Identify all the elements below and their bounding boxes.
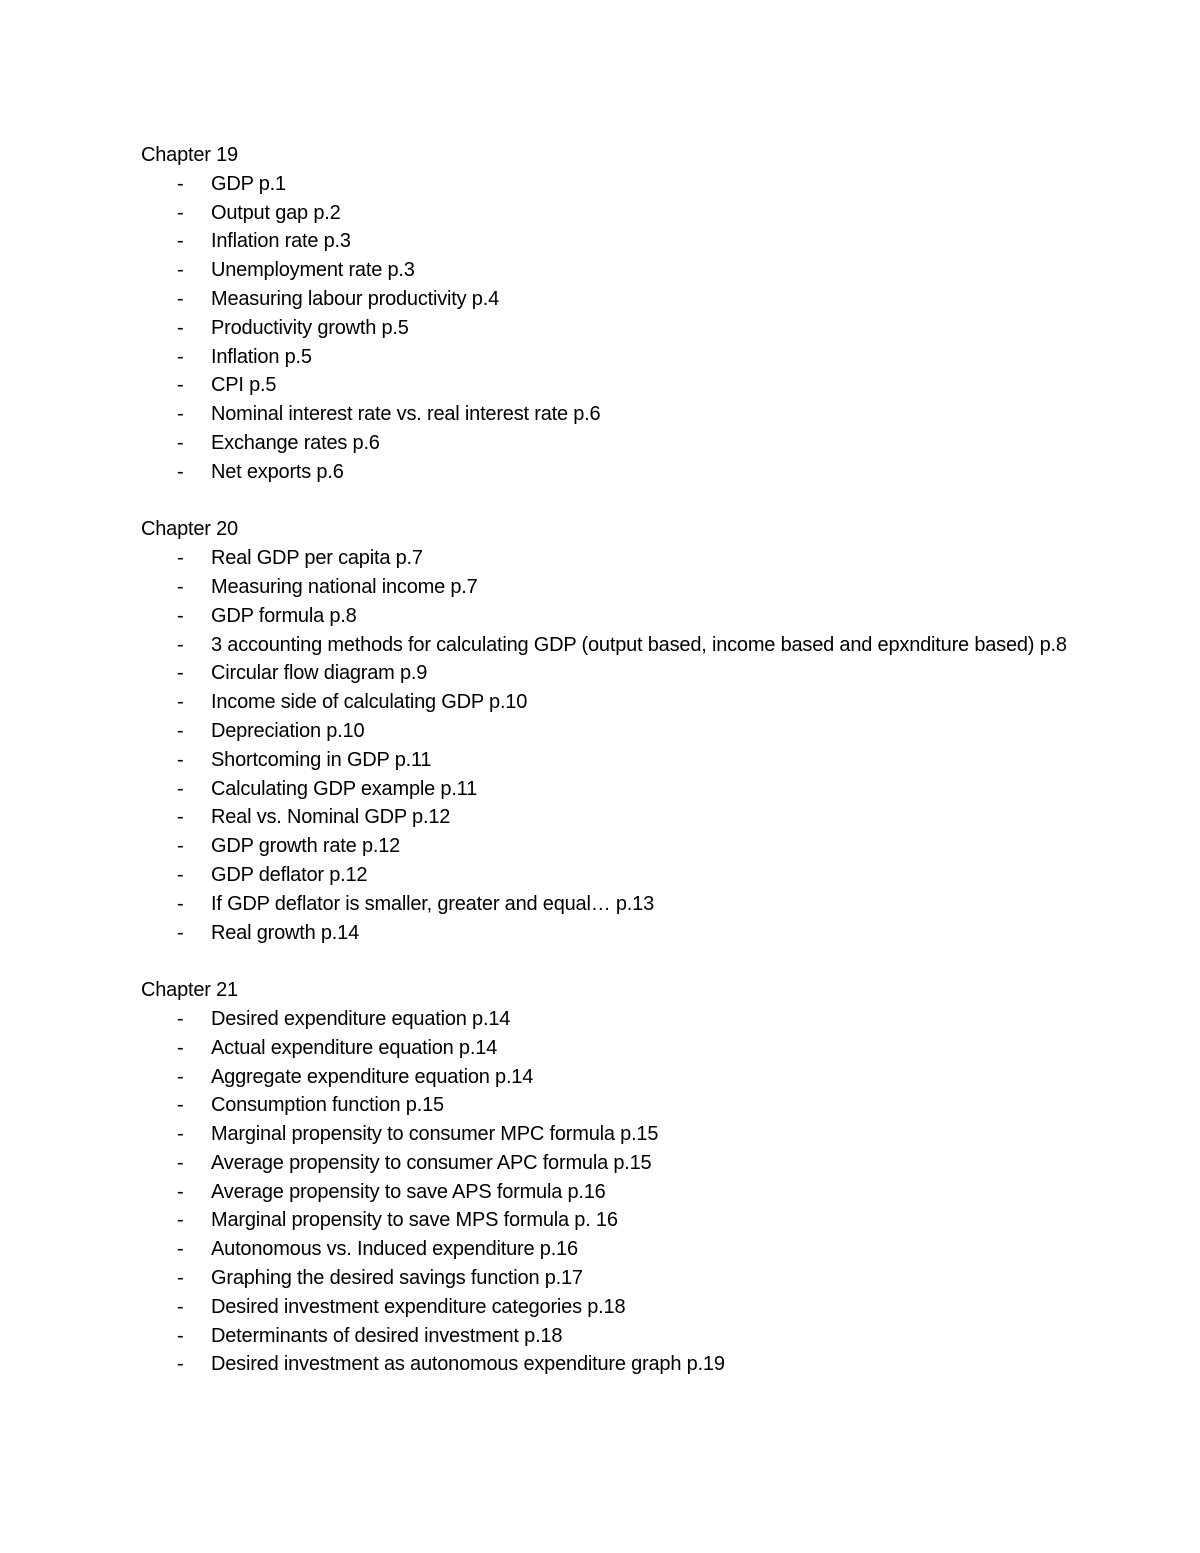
list-item [141, 314, 1081, 343]
list-item-text: Calculating GDP example p.11 [211, 777, 478, 800]
bullet-dash: - [177, 316, 184, 339]
bullet-dash: - [177, 1238, 184, 1261]
list-item [141, 1149, 1081, 1178]
topic-list [141, 544, 1081, 947]
list-item [141, 717, 1081, 746]
list-item [141, 1120, 1081, 1149]
list-item-text: Productivity growth p.5 [211, 316, 409, 339]
bullet-dash: - [177, 287, 184, 310]
list-item [141, 746, 1081, 775]
list-item [141, 371, 1081, 400]
bullet-dash: - [177, 1151, 184, 1174]
list-item [141, 1005, 1081, 1034]
list-item [141, 832, 1081, 861]
list-item-text: Inflation rate p.3 [211, 230, 351, 253]
list-item [141, 890, 1081, 919]
list-item-text: Real GDP per capita p.7 [211, 547, 423, 570]
list-item-text: Average propensity to save APS formula p.16 [211, 1180, 606, 1203]
list-item [141, 285, 1081, 314]
chapter-19-section [141, 141, 1081, 487]
list-item [141, 919, 1081, 948]
chapter-21-section [141, 976, 1081, 1379]
list-item-text: Determinants of desired investment p.18 [211, 1324, 563, 1347]
list-item [141, 803, 1081, 832]
bullet-dash: - [177, 863, 184, 886]
list-item [141, 688, 1081, 717]
list-item [141, 602, 1081, 631]
bullet-dash: - [177, 575, 184, 598]
bullet-dash: - [177, 1036, 184, 1059]
list-item [141, 1178, 1081, 1207]
list-item-text: Income side of calculating GDP p.10 [211, 691, 528, 714]
list-item-text: Output gap p.2 [211, 201, 341, 224]
list-item-text: Graphing the desired savings function p.17 [211, 1267, 583, 1290]
list-item [141, 170, 1081, 199]
bullet-dash: - [177, 719, 184, 742]
list-item-text: GDP formula p.8 [211, 604, 357, 627]
bullet-dash: - [177, 460, 184, 483]
list-item [141, 659, 1081, 688]
list-item-text: Aggregate expenditure equation p.14 [211, 1065, 534, 1088]
list-item-text: Real growth p.14 [211, 921, 360, 944]
list-item-text: Shortcoming in GDP p.11 [211, 748, 432, 771]
bullet-dash: - [177, 835, 184, 858]
list-item [141, 573, 1081, 602]
list-item [141, 1350, 1081, 1379]
list-item [141, 1091, 1081, 1120]
list-item-text: Measuring labour productivity p.4 [211, 287, 499, 310]
bullet-dash: - [177, 662, 184, 685]
bullet-dash: - [177, 1007, 184, 1030]
list-item-text: Exchange rates p.6 [211, 431, 380, 454]
list-item [141, 1264, 1081, 1293]
topic-list [141, 1005, 1081, 1379]
bullet-dash: - [177, 892, 184, 915]
bullet-dash: - [177, 691, 184, 714]
bullet-dash: - [177, 547, 184, 570]
bullet-dash: - [177, 777, 184, 800]
list-item [141, 631, 1081, 660]
list-item-text: Circular flow diagram p.9 [211, 662, 428, 685]
list-item-text: Marginal propensity to consumer MPC formula p.15 [211, 1123, 659, 1146]
list-item-text: Nominal interest rate vs. real interest rate p.6 [211, 403, 601, 426]
list-item-text: Net exports p.6 [211, 460, 344, 483]
list-item [141, 458, 1081, 487]
bullet-dash: - [177, 604, 184, 627]
chapter-title: Chapter 20 [141, 518, 238, 541]
list-item [141, 544, 1081, 573]
list-item [141, 861, 1081, 890]
chapter-title: Chapter 21 [141, 979, 238, 1002]
list-item-text: Consumption function p.15 [211, 1094, 444, 1117]
bullet-dash: - [177, 345, 184, 368]
list-item-text: Inflation p.5 [211, 345, 312, 368]
list-item-text: Desired investment expenditure categories p.18 [211, 1295, 626, 1318]
list-item-text: Marginal propensity to save MPS formula p. 16 [211, 1209, 618, 1232]
bullet-dash: - [177, 1180, 184, 1203]
list-item [141, 199, 1081, 228]
list-item [141, 1322, 1081, 1351]
list-item-text: Autonomous vs. Induced expenditure p.16 [211, 1238, 578, 1261]
bullet-dash: - [177, 1094, 184, 1117]
bullet-dash: - [177, 230, 184, 253]
bullet-dash: - [177, 259, 184, 282]
list-item [141, 1034, 1081, 1063]
bullet-dash: - [177, 633, 184, 656]
chapter-20-section [141, 515, 1081, 947]
list-item-text: 3 accounting methods for calculating GDP (output based, income based and epxnditure based) p.8 [211, 633, 1067, 656]
list-item-text: Average propensity to consumer APC formula p.15 [211, 1151, 652, 1174]
list-item [141, 256, 1081, 285]
bullet-dash: - [177, 201, 184, 224]
list-item-text: Unemployment rate p.3 [211, 259, 415, 282]
bullet-dash: - [177, 806, 184, 829]
bullet-dash: - [177, 1324, 184, 1347]
bullet-dash: - [177, 374, 184, 397]
bullet-dash: - [177, 172, 184, 195]
list-item-text: Desired investment as autonomous expenditure graph p.19 [211, 1353, 725, 1376]
list-item [141, 775, 1081, 804]
list-item [141, 429, 1081, 458]
list-item-text: GDP p.1 [211, 172, 286, 195]
list-item-text: Depreciation p.10 [211, 719, 365, 742]
list-item [141, 1063, 1081, 1092]
bullet-dash: - [177, 1209, 184, 1232]
list-item-text: Desired expenditure equation p.14 [211, 1007, 511, 1030]
bullet-dash: - [177, 1295, 184, 1318]
list-item-text: CPI p.5 [211, 374, 277, 397]
bullet-dash: - [177, 431, 184, 454]
list-item-text: GDP growth rate p.12 [211, 835, 401, 858]
list-item [141, 400, 1081, 429]
bullet-dash: - [177, 1353, 184, 1376]
list-item [141, 343, 1081, 372]
list-item-text: If GDP deflator is smaller, greater and equal… p.13 [211, 892, 655, 915]
list-item [141, 1206, 1081, 1235]
list-item [141, 1293, 1081, 1322]
list-item [141, 1235, 1081, 1264]
list-item-text: GDP deflator p.12 [211, 863, 368, 886]
bullet-dash: - [177, 1123, 184, 1146]
list-item-text: Actual expenditure equation p.14 [211, 1036, 498, 1059]
list-item-text: Measuring national income p.7 [211, 575, 478, 598]
chapter-title: Chapter 19 [141, 144, 238, 166]
bullet-dash: - [177, 921, 184, 944]
document-content [141, 141, 1081, 1408]
list-item [141, 227, 1081, 256]
topic-list [141, 170, 1081, 487]
bullet-dash: - [177, 403, 184, 426]
bullet-dash: - [177, 1065, 184, 1088]
list-item-text: Real vs. Nominal GDP p.12 [211, 806, 451, 829]
bullet-dash: - [177, 1267, 184, 1290]
bullet-dash: - [177, 748, 184, 771]
